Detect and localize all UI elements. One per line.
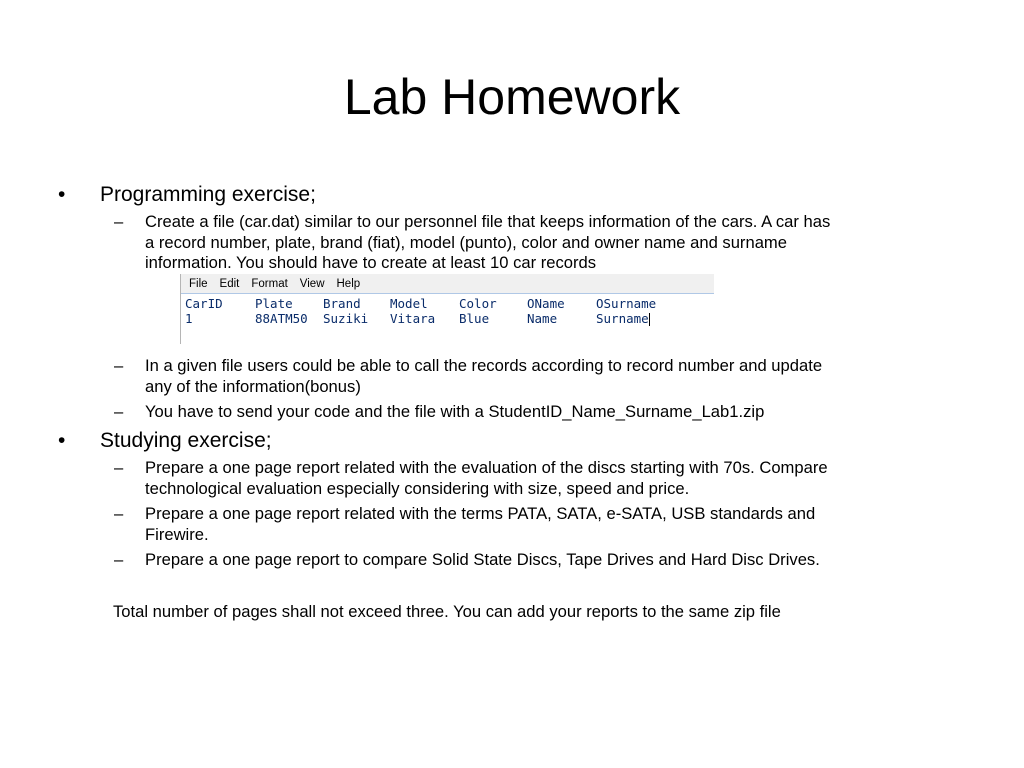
- menu-file: File: [189, 277, 208, 290]
- col-plate: Plate: [255, 296, 293, 311]
- sub-bullet-report-discs: [114, 458, 975, 499]
- col-oname: OName: [527, 296, 565, 311]
- col-osurname: OSurname: [596, 296, 657, 311]
- cell-brand: Suziki: [323, 311, 369, 326]
- dash-marker: –: [114, 504, 124, 523]
- slide-title: Lab Homework: [343, 69, 681, 125]
- bullet-text: Studying exercise;: [100, 429, 272, 452]
- col-carid: CarID: [185, 296, 223, 311]
- cell-osurname-text: Surname: [596, 311, 649, 326]
- cell-oname: Name: [527, 311, 558, 326]
- col-model: Model: [390, 296, 428, 311]
- notepad-data-row: [185, 311, 714, 326]
- menu-help: Help: [336, 277, 361, 290]
- dash-marker: –: [114, 458, 124, 477]
- col-color: Color: [459, 296, 497, 311]
- sub-bullet-create-file: [114, 212, 975, 274]
- cell-model: Vitara: [390, 311, 436, 326]
- bullet-programming-exercise: [58, 182, 980, 208]
- sub-bullet-line: In a given file users could be able to call the records according to record number and update: [145, 356, 823, 375]
- dash-marker: –: [114, 550, 124, 569]
- notepad-header-row: [185, 296, 714, 311]
- cell-color: Blue: [459, 311, 490, 326]
- sub-bullet-line: Prepare a one page report related with the evaluation of the discs starting with 70s. Compare: [145, 458, 828, 477]
- sub-bullet-line: a record number, plate, brand (fiat), model (punto), color and owner name and surname: [145, 232, 787, 252]
- dash-marker: –: [114, 356, 124, 375]
- cell-osurname: [596, 311, 676, 326]
- menu-edit: Edit: [219, 277, 240, 290]
- sub-bullet-line: Firewire.: [145, 524, 209, 544]
- cell-plate: 88ATM50: [255, 311, 308, 326]
- sub-bullet-line: You have to send your code and the file with a StudentID_Name_Surname_Lab1.zip: [145, 402, 765, 421]
- cell-carid: 1: [185, 311, 193, 326]
- sub-bullet-line: any of the information(bonus): [145, 376, 361, 396]
- bullet-marker: •: [58, 429, 66, 452]
- sub-bullet-line: Prepare a one page report to compare Solid State Discs, Tape Drives and Hard Disc Drives.: [145, 550, 820, 569]
- sub-bullet-line: Prepare a one page report related with the terms PATA, SATA, e-SATA, USB standards and: [145, 504, 816, 523]
- sub-bullet-line: Create a file (car.dat) similar to our personnel file that keeps information of the cars. A car has: [145, 212, 831, 231]
- bullet-text: Programming exercise;: [100, 183, 316, 206]
- menu-format: Format: [251, 277, 288, 290]
- col-brand: Brand: [323, 296, 361, 311]
- closing-note: Total number of pages shall not exceed three. You can add your reports to the same zip file: [113, 602, 781, 621]
- dash-marker: –: [114, 402, 124, 421]
- notepad-text: [181, 294, 714, 326]
- notepad-menubar: [181, 274, 714, 294]
- dash-marker: –: [114, 212, 124, 231]
- text-caret: [649, 313, 650, 326]
- sub-bullet-line: technological evaluation especially considering with size, speed and price.: [145, 478, 690, 498]
- sub-bullet-call-records: [114, 356, 975, 397]
- bullet-marker: •: [58, 183, 66, 206]
- sub-bullet-report-compare: [114, 550, 975, 571]
- sub-bullet-send-code: [114, 402, 975, 423]
- bullet-studying-exercise: [58, 428, 980, 454]
- menu-view: View: [299, 277, 325, 290]
- notepad-screenshot: [180, 274, 714, 344]
- sub-bullet-line: information. You should have to create at least 10 car records: [145, 253, 597, 272]
- sub-bullet-report-standards: [114, 504, 975, 545]
